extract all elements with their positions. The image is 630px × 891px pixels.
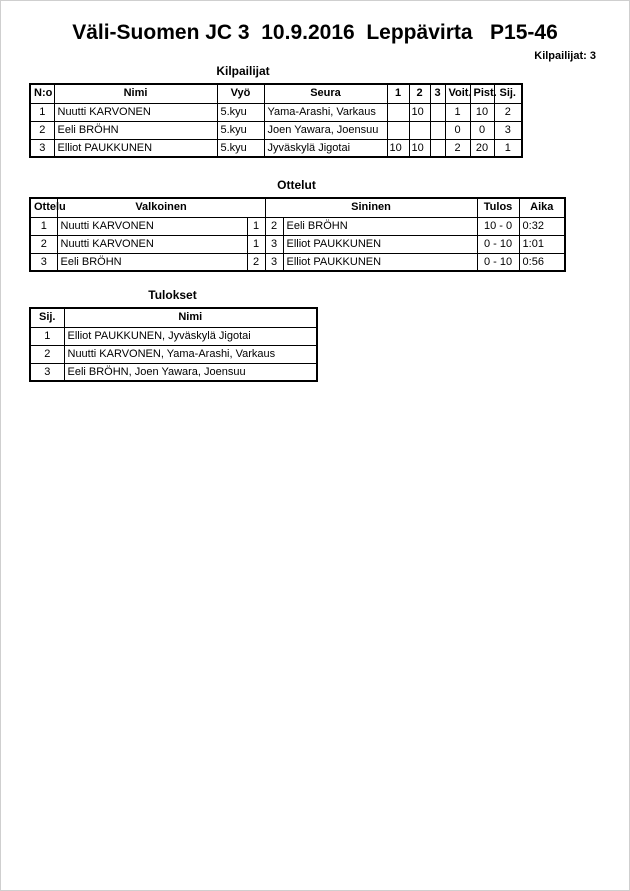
cell-blue-num: 2 (265, 217, 283, 235)
cell-sij: 1 (494, 139, 522, 157)
cell-vyo: 5.kyu (217, 139, 264, 157)
col-header-voit: Voit. (445, 84, 470, 103)
col-header-pist: Pist. (470, 84, 494, 103)
cell-score-3 (430, 103, 445, 121)
ottelut-table (29, 197, 566, 272)
cell-score-3 (430, 139, 445, 157)
cell-no: 2 (30, 121, 54, 139)
cell-seura: Jyväskylä Jigotai (264, 139, 387, 157)
col-header-2: 2 (409, 84, 430, 103)
table-row (30, 345, 317, 363)
cell-nimi: Elliot PAUKKUNEN (54, 139, 217, 157)
col-header-no: N:o (30, 84, 54, 103)
col-header-sininen: Sininen (265, 198, 477, 217)
tulokset-table (29, 307, 318, 382)
table-row (30, 327, 317, 345)
section-heading-tulokset: Tulokset (148, 288, 197, 302)
cell-nimi: Eeli BRÖHN (54, 121, 217, 139)
cell-blue-name: Elliot PAUKKUNEN (283, 235, 477, 253)
cell-name-club: Elliot PAUKKUNEN, Jyväskylä Jigotai (64, 327, 317, 345)
cell-score-1 (387, 121, 409, 139)
kilpailijat-header-row (30, 84, 522, 103)
table-row (30, 363, 317, 381)
cell-match-no: 3 (30, 253, 57, 271)
cell-name-club: Nuutti KARVONEN, Yama-Arashi, Varkaus (64, 345, 317, 363)
cell-match-no: 1 (30, 217, 57, 235)
col-header-nimi: Nimi (64, 308, 317, 327)
col-header-tulos: Tulos (477, 198, 519, 217)
cell-time: 0:56 (519, 253, 565, 271)
section-heading-kilpailijat: Kilpailijat (216, 64, 270, 78)
cell-sij: 2 (494, 103, 522, 121)
cell-time: 0:32 (519, 217, 565, 235)
col-header-seura: Seura (264, 84, 387, 103)
col-header-ottelu: Ottelu (30, 198, 57, 217)
cell-white-num: 2 (247, 253, 265, 271)
ottelut-header-row (30, 198, 565, 217)
cell-vyo: 5.kyu (217, 121, 264, 139)
cell-placement: 2 (30, 345, 64, 363)
cell-blue-num: 3 (265, 235, 283, 253)
cell-no: 3 (30, 139, 54, 157)
table-row (30, 217, 565, 235)
cell-no: 1 (30, 103, 54, 121)
col-header-1: 1 (387, 84, 409, 103)
cell-match-no: 2 (30, 235, 57, 253)
kilpailijat-table (29, 83, 523, 158)
cell-score-1 (387, 103, 409, 121)
table-row (30, 235, 565, 253)
cell-placement: 3 (30, 363, 64, 381)
cell-score-2 (409, 121, 430, 139)
cell-score-2: 10 (409, 103, 430, 121)
cell-pist: 10 (470, 103, 494, 121)
table-row (30, 253, 565, 271)
cell-blue-name: Eeli BRÖHN (283, 217, 477, 235)
cell-white-name: Nuutti KARVONEN (57, 217, 247, 235)
cell-nimi: Nuutti KARVONEN (54, 103, 217, 121)
cell-white-name: Eeli BRÖHN (57, 253, 247, 271)
col-header-aika: Aika (519, 198, 565, 217)
cell-score-3 (430, 121, 445, 139)
page-title: Väli-Suomen JC 3 10.9.2016 Leppävirta P15-46 (72, 21, 558, 44)
competitor-count-label: Kilpailijat: 3 (534, 50, 596, 62)
col-header-sij: Sij. (494, 84, 522, 103)
cell-name-club: Eeli BRÖHN, Joen Yawara, Joensuu (64, 363, 317, 381)
cell-vyo: 5.kyu (217, 103, 264, 121)
table-row (30, 121, 522, 139)
cell-blue-num: 3 (265, 253, 283, 271)
cell-result: 0 - 10 (477, 235, 519, 253)
col-header-valkoinen: Valkoinen (57, 198, 265, 217)
cell-voit: 0 (445, 121, 470, 139)
cell-voit: 2 (445, 139, 470, 157)
col-header-3: 3 (430, 84, 445, 103)
tulokset-header-row (30, 308, 317, 327)
cell-result: 10 - 0 (477, 217, 519, 235)
table-row (30, 103, 522, 121)
cell-seura: Joen Yawara, Joensuu (264, 121, 387, 139)
cell-score-1: 10 (387, 139, 409, 157)
section-heading-ottelut: Ottelut (277, 178, 316, 192)
table-row (30, 139, 522, 157)
cell-white-num: 1 (247, 217, 265, 235)
col-header-vyo: Vyö (217, 84, 264, 103)
cell-score-2: 10 (409, 139, 430, 157)
cell-sij: 3 (494, 121, 522, 139)
cell-voit: 1 (445, 103, 470, 121)
col-header-nimi: Nimi (54, 84, 217, 103)
cell-pist: 0 (470, 121, 494, 139)
cell-white-name: Nuutti KARVONEN (57, 235, 247, 253)
cell-blue-name: Elliot PAUKKUNEN (283, 253, 477, 271)
cell-pist: 20 (470, 139, 494, 157)
cell-placement: 1 (30, 327, 64, 345)
cell-seura: Yama-Arashi, Varkaus (264, 103, 387, 121)
cell-time: 1:01 (519, 235, 565, 253)
cell-result: 0 - 10 (477, 253, 519, 271)
col-header-sij: Sij. (30, 308, 64, 327)
cell-white-num: 1 (247, 235, 265, 253)
